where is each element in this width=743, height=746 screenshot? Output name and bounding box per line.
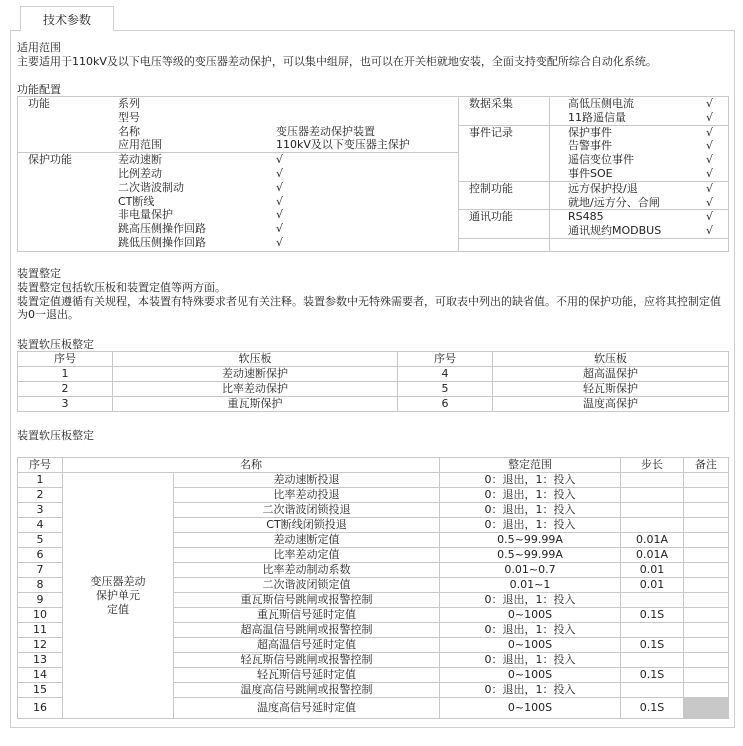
row-number: 9 xyxy=(18,593,63,608)
applicable-heading: 适用范围 xyxy=(17,41,61,54)
group-checks xyxy=(706,125,728,181)
setting-step: 0.1S xyxy=(621,668,684,683)
group-item: 事件SOE xyxy=(568,166,613,180)
setting-note xyxy=(684,683,729,698)
group-label: 通讯功能 xyxy=(459,210,550,239)
check-mark: √ xyxy=(706,166,714,180)
group-item: 就地/远方分、合闸 xyxy=(568,195,660,209)
setting-note xyxy=(684,578,729,593)
row-number: 5 xyxy=(18,533,63,548)
table-row xyxy=(18,367,729,382)
setting-range: 0~100S xyxy=(440,608,621,623)
setting-step: 0.01 xyxy=(621,563,684,578)
applicable-text: 主要适用于110kV及以下电压等级的变压器差动保护，可以集中组屏，也可以在开关柜就地安装，全面支持变配所综合自动化系统。 xyxy=(17,55,657,68)
row-number: 10 xyxy=(18,608,63,623)
group-items xyxy=(550,97,707,125)
setting-step: 0.1S xyxy=(621,698,684,719)
setting-range: 0~100S xyxy=(440,638,621,653)
check-mark: √ xyxy=(276,208,284,222)
setting-note xyxy=(684,533,729,548)
setting-step: 0.01A xyxy=(621,548,684,563)
table-cell: 超高温保护 xyxy=(493,367,729,382)
setting-step: 0.1S xyxy=(621,608,684,623)
setting-name: 超高温信号延时定值 xyxy=(174,638,440,653)
row-number: 13 xyxy=(18,653,63,668)
setting-range: 0：退出，1：投入 xyxy=(440,473,621,488)
check-mark: √ xyxy=(706,139,714,153)
protection-item: 非电量保护 xyxy=(118,208,173,222)
function-config-table xyxy=(17,96,729,252)
group-item: 远方保护投/退 xyxy=(568,181,638,195)
row-number: 16 xyxy=(18,698,63,719)
group-label: 事件记录 xyxy=(459,125,550,181)
table-cell: 4 xyxy=(398,367,493,382)
setting-range: 0.01~0.7 xyxy=(440,563,621,578)
table-cell: 比率差动保护 xyxy=(113,382,398,397)
setting-note xyxy=(684,653,729,668)
row-number: 12 xyxy=(18,638,63,653)
setting-note xyxy=(684,698,729,719)
setting-note xyxy=(684,563,729,578)
protection-item: 跳高压侧操作回路 xyxy=(118,222,206,236)
setting-range: 0：退出，1：投入 xyxy=(440,683,621,698)
check-mark: √ xyxy=(706,181,714,195)
table-row xyxy=(18,382,729,397)
protection-item: 二次谐波制动 xyxy=(118,180,184,194)
table-cell: 2 xyxy=(18,382,113,397)
check-mark: √ xyxy=(276,180,284,194)
setting-name: 差动速断投退 xyxy=(174,473,440,488)
setting-step xyxy=(621,518,684,533)
setting-name: 温度高信号跳闸或报警控制 xyxy=(174,683,440,698)
table-row xyxy=(18,473,729,488)
setting-name: 超高温信号跳闸或报警控制 xyxy=(174,623,440,638)
settings-header: 整定范围 xyxy=(440,458,621,473)
row-number: 8 xyxy=(18,578,63,593)
series-value: 变压器差动保护装置 xyxy=(276,124,375,138)
group-item: 遥信变位事件 xyxy=(568,153,634,167)
group-items xyxy=(550,125,707,181)
group-item: 告警事件 xyxy=(568,139,612,153)
group-label-line: 保护单元 xyxy=(96,588,140,602)
softplate-header: 序号 xyxy=(18,352,113,367)
setting-name: 比率差动定值 xyxy=(174,548,440,563)
settings-header: 序号 xyxy=(18,458,63,473)
setting-name: 重瓦斯信号跳闸或报警控制 xyxy=(174,593,440,608)
series-value xyxy=(276,111,458,125)
softplate-header: 序号 xyxy=(398,352,493,367)
setting-note xyxy=(684,488,729,503)
setting-line2: 装置定值遵循有关规程，本装置有特殊要求者见有关注释。装置参数中无特殊需要者，可取表中列出的缺省值。不用的保护功能，应将其控制定值为0一退出。 xyxy=(17,295,721,321)
setting-name: 轻瓦斯信号跳闸或报警控制 xyxy=(174,653,440,668)
group-item: RS485 xyxy=(568,210,604,224)
row-number: 4 xyxy=(18,518,63,533)
series-label: 系列 xyxy=(118,97,140,110)
check-mark: √ xyxy=(706,224,714,238)
setting-name: CT断线闭锁投退 xyxy=(174,518,440,533)
protection-item: CT断线 xyxy=(118,194,155,208)
setting-note xyxy=(684,593,729,608)
setting-range: 0.5~99.99A xyxy=(440,533,621,548)
setting-range: 0~100S xyxy=(440,698,621,719)
setting-range: 0：退出，1：投入 xyxy=(440,593,621,608)
group-items xyxy=(550,181,707,210)
settings-header: 备注 xyxy=(684,458,729,473)
series-value: 110kV及以下变压器主保护 xyxy=(276,138,410,152)
group-item: 高低压侧电流 xyxy=(568,97,634,110)
softplate-header: 软压板 xyxy=(113,352,398,367)
setting-step xyxy=(621,473,684,488)
setting-note xyxy=(684,668,729,683)
row-number: 15 xyxy=(18,683,63,698)
setting-note xyxy=(684,638,729,653)
setting-name: 差动速断定值 xyxy=(174,533,440,548)
setting-note xyxy=(684,518,729,533)
softplate-heading: 装置软压板整定 xyxy=(17,338,94,351)
check-mark: √ xyxy=(706,125,714,139)
series-label: 型号 xyxy=(118,110,140,124)
settings-heading: 装置软压板整定 xyxy=(17,429,94,442)
check-mark: √ xyxy=(706,97,714,110)
setting-name: 比率差动制动系数 xyxy=(174,563,440,578)
content-panel xyxy=(10,30,735,728)
group-item: 通讯规约MODBUS xyxy=(568,224,662,238)
check-mark: √ xyxy=(276,222,284,236)
group-label-line: 变压器差动 xyxy=(90,574,146,588)
setting-range: 0：退出，1：投入 xyxy=(440,623,621,638)
softplate-table xyxy=(17,351,729,412)
setting-step: 0.1S xyxy=(621,638,684,653)
check-mark: √ xyxy=(276,166,284,180)
group-checks xyxy=(706,181,728,210)
check-mark: √ xyxy=(706,195,714,209)
row-number: 7 xyxy=(18,563,63,578)
row-number: 2 xyxy=(18,488,63,503)
group-checks xyxy=(706,210,728,239)
setting-range: 0.01~1 xyxy=(440,578,621,593)
setting-name: 二次谐波闭锁投退 xyxy=(174,503,440,518)
setting-step: 0.01A xyxy=(621,533,684,548)
settings-header: 名称 xyxy=(63,458,440,473)
check-mark: √ xyxy=(706,153,714,167)
check-mark: √ xyxy=(276,153,284,167)
group-label: 控制功能 xyxy=(459,181,550,210)
check-mark: √ xyxy=(276,235,284,249)
setting-name: 二次谐波闭锁定值 xyxy=(174,578,440,593)
check-mark: √ xyxy=(276,194,284,208)
protection-item: 差动速断 xyxy=(118,153,162,167)
table-cell: 3 xyxy=(18,397,113,412)
series-value xyxy=(276,97,458,111)
row-number: 3 xyxy=(18,503,63,518)
setting-range: 0：退出，1：投入 xyxy=(440,503,621,518)
tab-technical-params[interactable]: 技术参数 xyxy=(20,6,114,31)
softplate-header: 软压板 xyxy=(493,352,729,367)
config-heading: 功能配置 xyxy=(17,83,61,96)
row-number: 6 xyxy=(18,548,63,563)
series-labels xyxy=(110,97,268,153)
config-right xyxy=(459,97,729,252)
group-label-cell xyxy=(63,473,174,719)
group-item: 11路遥信量 xyxy=(568,110,626,124)
table-row xyxy=(18,397,729,412)
setting-note xyxy=(684,608,729,623)
setting-name: 重瓦斯信号延时定值 xyxy=(174,608,440,623)
protection-label: 保护功能 xyxy=(28,153,72,167)
table-cell: 轻瓦斯保护 xyxy=(493,382,729,397)
setting-note xyxy=(684,623,729,638)
setting-name: 比率差动投退 xyxy=(174,488,440,503)
series-label: 应用范围 xyxy=(118,138,162,152)
protection-item: 跳低压侧操作回路 xyxy=(118,235,206,249)
series-label: 名称 xyxy=(118,124,140,138)
setting-step xyxy=(621,488,684,503)
setting-range: 0.5~99.99A xyxy=(440,548,621,563)
group-items xyxy=(550,210,707,239)
setting-note xyxy=(684,503,729,518)
series-values xyxy=(268,97,458,153)
table-cell: 6 xyxy=(398,397,493,412)
table-cell: 重瓦斯保护 xyxy=(113,397,398,412)
table-cell: 1 xyxy=(18,367,113,382)
protection-item: 比例差动 xyxy=(118,166,162,180)
setting-range: 0~100S xyxy=(440,668,621,683)
setting-step: 0.01 xyxy=(621,578,684,593)
settings-header: 步长 xyxy=(621,458,684,473)
setting-name: 温度高信号延时定值 xyxy=(174,698,440,719)
setting-line1: 装置整定包括软压板和装置定值等两方面。 xyxy=(17,281,226,294)
setting-range: 0：退出，1：投入 xyxy=(440,518,621,533)
check-mark: √ xyxy=(706,210,714,224)
protection-items xyxy=(110,153,268,251)
row-number: 11 xyxy=(18,623,63,638)
table-cell: 5 xyxy=(398,382,493,397)
group-label: 数据采集 xyxy=(459,97,550,125)
setting-range: 0：退出，1：投入 xyxy=(440,653,621,668)
row-number: 14 xyxy=(18,668,63,683)
setting-step xyxy=(621,623,684,638)
function-label: 功能 xyxy=(18,97,110,153)
group-checks xyxy=(706,97,728,125)
setting-step xyxy=(621,503,684,518)
group-label-line: 定值 xyxy=(107,602,129,616)
setting-name: 轻瓦斯信号延时定值 xyxy=(174,668,440,683)
row-number: 1 xyxy=(18,473,63,488)
config-left xyxy=(18,97,459,252)
check-mark: √ xyxy=(706,110,714,124)
setting-heading: 装置整定 xyxy=(17,267,61,280)
setting-note xyxy=(684,473,729,488)
table-cell: 温度高保护 xyxy=(493,397,729,412)
setting-step xyxy=(621,683,684,698)
setting-step xyxy=(621,593,684,608)
group-item: 保护事件 xyxy=(568,125,612,139)
setting-range: 0：退出，1：投入 xyxy=(440,488,621,503)
protection-checks xyxy=(268,153,458,251)
table-cell: 差动速断保护 xyxy=(113,367,398,382)
setting-note xyxy=(684,548,729,563)
setting-step xyxy=(621,653,684,668)
settings-table xyxy=(17,457,729,719)
